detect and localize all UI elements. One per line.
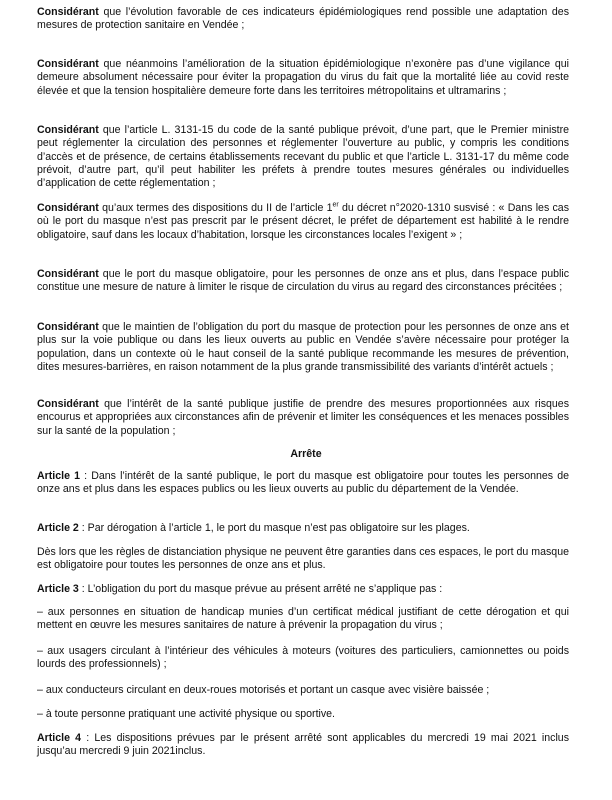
considerant-text: que l’article L. 3131-15 du code de la santé publique prévoit, d’une part, que le Premier ministre peut réglementer la circulation des personnes et réglementer l’ouverture au public, y compris les conditions d’accès et de présence, de certains établissements recevant du public et que l’article L. 3131-17 du même code prévoit, d’autre part, qu’il peut habiliter les préfets à prendre toutes mesures générales ou individuelles d’application de cette réglementation ; bbox=[37, 124, 569, 190]
article-2-note: Dès lors que les règles de distanciation physique ne peuvent être garanties dans ces espaces, le port du masque est obligatoire pour toutes les personnes de onze ans et plus. bbox=[37, 546, 569, 572]
considerant-lead: Considérant bbox=[37, 124, 99, 136]
article-4 bbox=[37, 732, 569, 759]
considerant-paragraph bbox=[37, 268, 569, 295]
considerant-paragraph bbox=[37, 6, 569, 33]
considerant-lead: Considérant bbox=[37, 58, 99, 70]
article-text: : Par dérogation à l’article 1, le port du masque n’est pas obligatoire sur les plages. bbox=[78, 522, 470, 534]
considerant-text: que néanmoins l’amélioration de la situation épidémiologique n’exonère pas d’une vigilance qui demeure absolument nécessaire pour éviter la propagation du virus du fait que la mortalité liée au covid reste élevée et que la tension hospitalière demeure forte dans les territoires métropolitains et ultramarins ; bbox=[37, 58, 569, 97]
considerant-lead: Considérant bbox=[37, 398, 99, 410]
ordinal-superscript: er bbox=[332, 201, 339, 209]
article-lead: Article 3 bbox=[37, 583, 79, 595]
considerant-text: que l’évolution favorable de ces indicateurs épidémiologiques rend possible une adaptation des mesures de protection sanitaire en Vendée ; bbox=[37, 6, 569, 32]
article-text: : L’obligation du port du masque prévue au présent arrêté ne s’applique pas : bbox=[78, 583, 443, 595]
considerant-lead: Considérant bbox=[37, 321, 99, 333]
article-3 bbox=[37, 583, 569, 596]
considerant-paragraph bbox=[37, 398, 569, 438]
decree-heading: Arrête bbox=[290, 448, 322, 460]
considerant-text: du décret n°2020-1310 susvisé : « Dans les cas où le port du masque n’est pas prescrit par le présent décret, le préfet de département est habilité à le rendre obligatoire, sauf dans les locaux d’habitation, lorsque les circonstances locales l’exigent » ; bbox=[37, 202, 569, 241]
considerant-paragraph bbox=[37, 321, 569, 374]
considerant-paragraph bbox=[37, 124, 569, 190]
considerant-text: que l’intérêt de la santé publique justifie de prendre des mesures proportionnées aux risques encourus et appropriées aux circonstances afin de prévenir et limiter les conséquences et les menaces possibles sur la santé de la population ; bbox=[37, 398, 569, 437]
article-text: : Les dispositions prévues par le présent arrêté sont applicables du mercredi 19 mai 2021 inclus jusqu’au mercredi 9 juin 2021inclus. bbox=[37, 732, 569, 758]
article-lead: Article 4 bbox=[37, 732, 82, 744]
article-2 bbox=[37, 522, 569, 535]
exception-item: – aux usagers circulant à l’intérieur des véhicules à moteurs (voitures des particuliers, camionnettes ou poids lourds des professionnels) ; bbox=[37, 645, 569, 671]
considerant-text: qu’aux termes des dispositions du II de l’article 1 bbox=[98, 202, 333, 214]
article-text: : Dans l’intérêt de la santé publique, le port du masque est obligatoire pour toutes les personnes de onze ans et plus dans les espaces publics ou les lieux ouverts au public du département de la Vendée. bbox=[37, 470, 569, 496]
considerant-text: que le maintien de l’obligation du port du masque de protection pour les personnes de onze ans et plus sur la voie publique ou dans les lieux ouverts au public en Vendée s’avère nécessaire pour protéger la population, dans un contexte où le haut conseil de la santé publique recommande les mesures de prévention, dites mesures-barrières, en raison notamment de la plus grande transmissibilité des variants d’intérêt actuels ; bbox=[37, 321, 569, 373]
exception-item: – à toute personne pratiquant une activité physique ou sportive. bbox=[37, 708, 336, 720]
exception-item: – aux conducteurs circulant en deux-roues motorisés et portant un casque avec visière baissée ; bbox=[37, 684, 490, 696]
considerant-paragraph bbox=[37, 202, 569, 242]
considerant-lead: Considérant bbox=[37, 268, 99, 280]
considerant-lead: Considérant bbox=[37, 6, 99, 18]
considerant-lead: Considérant bbox=[37, 202, 99, 214]
article-1 bbox=[37, 470, 569, 497]
considerant-text: que le port du masque obligatoire, pour les personnes de onze ans et plus, dans l’espace public constitue une mesure de nature à limiter le risque de circulation du virus au regard des circonstances précitées ; bbox=[37, 268, 569, 294]
exception-item: – aux personnes en situation de handicap munies d’un certificat médical justifiant de cette dérogation et qui mettent en œuvre les mesures sanitaires de nature à prévenir la propagation du virus ; bbox=[37, 606, 569, 632]
article-lead: Article 2 bbox=[37, 522, 79, 534]
considerant-paragraph bbox=[37, 58, 569, 98]
article-lead: Article 1 bbox=[37, 470, 80, 482]
